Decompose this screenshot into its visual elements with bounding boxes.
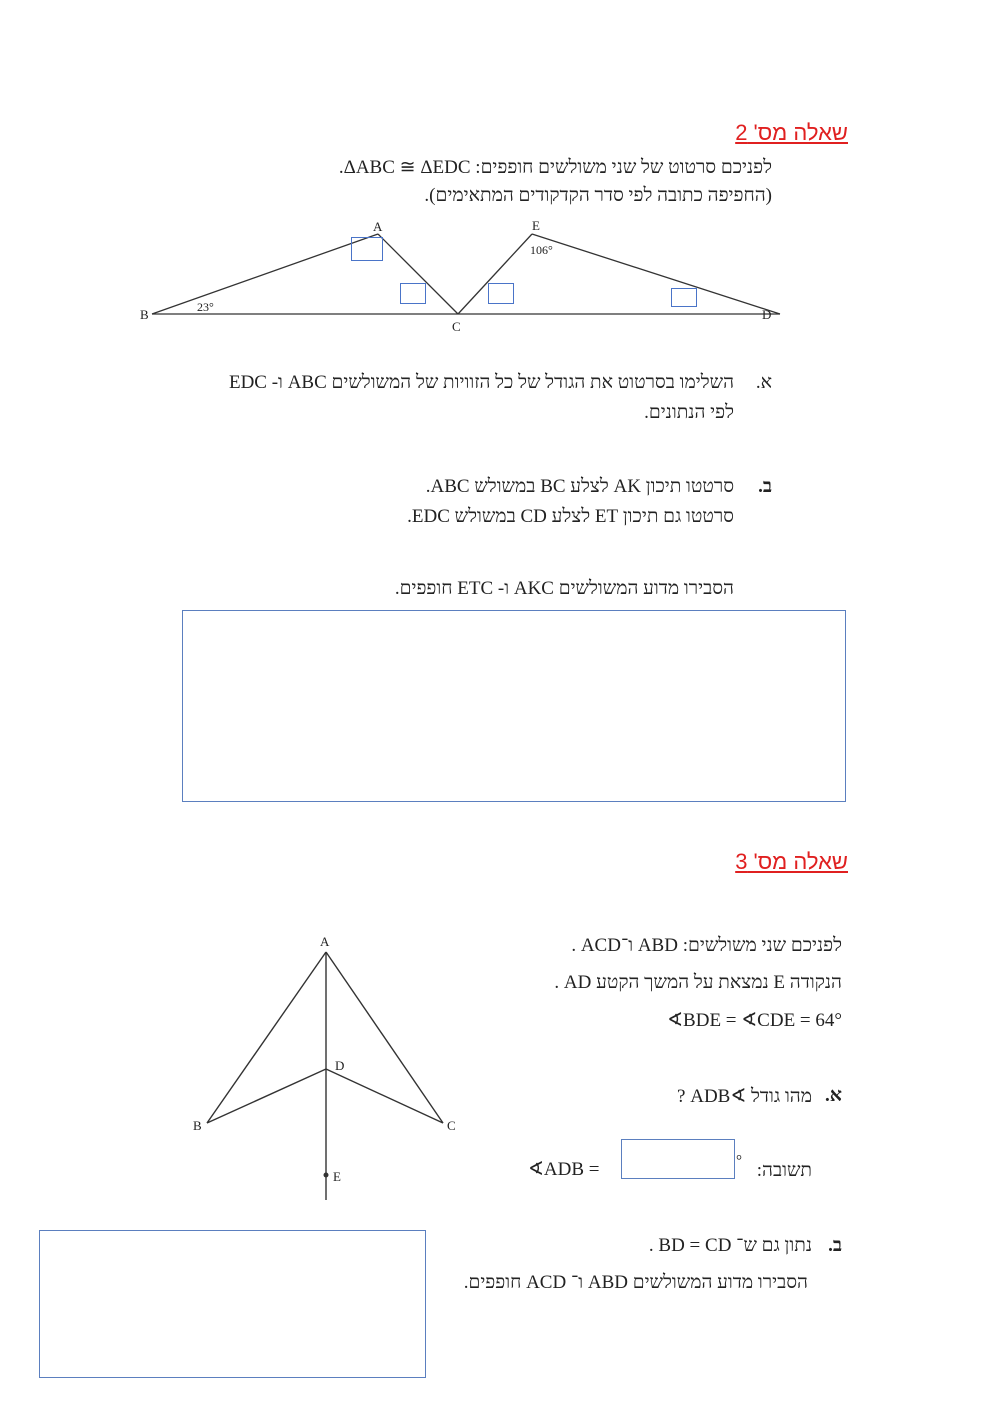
q3-intro-line2: הנקודה E נמצאת על המשך הקטע AD .	[554, 972, 842, 993]
line-ba	[152, 234, 378, 314]
line-bd	[207, 1069, 326, 1123]
q2-heading: שאלה מס' 2	[735, 120, 848, 145]
vertex-d-label: D	[762, 307, 772, 322]
vertex-c-label: C	[447, 1118, 456, 1133]
vertex-a-label: A	[320, 934, 330, 949]
angle-d-input-box[interactable]	[671, 288, 697, 307]
q3-part-a-question: מהו גודל ∢ADB ?	[677, 1086, 812, 1107]
vertex-d-label: D	[335, 1058, 345, 1073]
q3-part-a-marker: א.	[825, 1085, 842, 1106]
q2-triangles-figure	[130, 215, 790, 335]
vertex-a-label: A	[373, 219, 383, 234]
q3-degree-sign: °	[736, 1153, 742, 1169]
q2-part-b-marker: ב.	[758, 476, 772, 497]
q2-intro-line1: לפניכם סרטוט של שני משולשים חופפים: ΔABC ≅ ΔEDC.	[338, 157, 772, 178]
q3-explanation-answer-box[interactable]	[39, 1230, 426, 1378]
line-ac	[326, 952, 443, 1123]
angle-a-input-box[interactable]	[351, 237, 383, 261]
q2-part-a-marker: א.	[755, 372, 772, 393]
angle-e-value: 106°	[530, 243, 553, 257]
q3-triangles-figure	[180, 930, 480, 1205]
q3-intro-line1: לפניכם שני משולשים: ABD ו־ACD .	[571, 935, 842, 956]
angle-b-value: 23°	[197, 300, 214, 314]
q2-explain-prompt: הסבירו מדוע המשולשים AKC ו- ETC חופפים.	[394, 578, 734, 599]
vertex-e-label: E	[333, 1169, 341, 1184]
line-ed	[532, 234, 780, 314]
q2-intro-line2: (החפיפה כתובה לפי סדר הקדקודים המתאימים).	[424, 185, 772, 206]
q2-part-b-line1: סרטטו תיכון AK לצלע BC במשולש ABC.	[425, 476, 734, 497]
q3-answer-label: תשובה:	[756, 1160, 812, 1181]
line-ab	[207, 952, 326, 1123]
vertex-e-label: E	[532, 218, 540, 233]
angle-acb-input-box[interactable]	[400, 283, 426, 304]
q3-part-b-line2: הסבירו מדוע המשולשים ABD ו־ ACD חופפים.	[463, 1272, 808, 1293]
q2-part-b-line2: סרטטו גם תיכון ET לצלע CD במשולש EDC.	[407, 506, 734, 527]
vertex-c-label: C	[452, 319, 461, 334]
angle-adb-answer-input[interactable]	[621, 1139, 735, 1179]
q3-heading: שאלה מס' 3	[735, 849, 848, 874]
angle-ecd-input-box[interactable]	[488, 283, 514, 304]
q3-part-b-marker: ב.	[828, 1235, 842, 1256]
q2-part-a-line2: לפי הנתונים.	[644, 402, 734, 423]
q3-given-angles: ∢BDE = ∢CDE = 64°	[667, 1010, 842, 1031]
line-cd	[326, 1069, 443, 1123]
q3-answer-expression: ∢ADB =	[528, 1159, 600, 1180]
q3-part-b-line1: נתון גם ש־ BD = CD .	[648, 1235, 812, 1256]
q2-part-a-line1: השלימו בסרטוט את הגודל של כל הזוויות של המשולשים ABC ו- EDC	[228, 372, 734, 393]
vertex-b-label: B	[193, 1118, 202, 1133]
vertex-b-label: B	[140, 307, 149, 322]
point-e	[324, 1173, 329, 1178]
q2-explanation-answer-box[interactable]	[182, 610, 846, 802]
